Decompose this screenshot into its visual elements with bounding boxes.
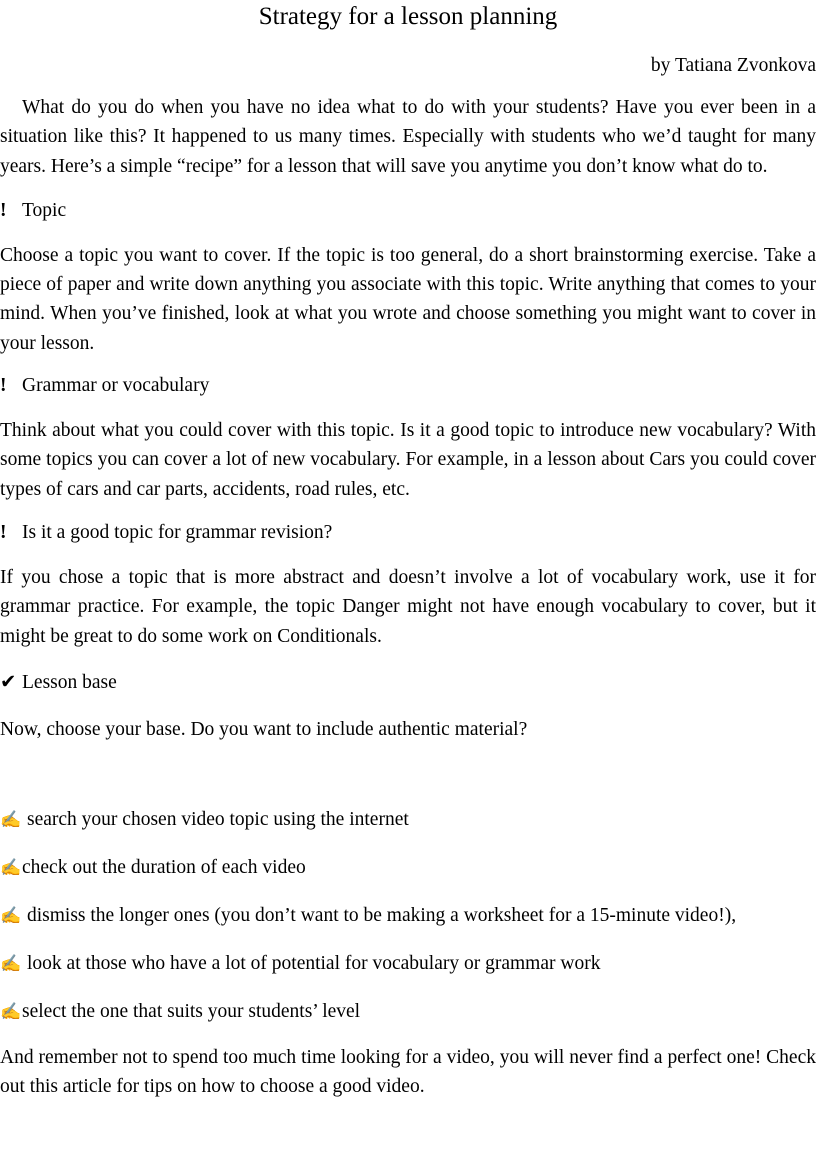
section-heading-label: Lesson base <box>22 671 117 693</box>
section-body-grammar-revision: If you chose a topic that is more abstract and doesn’t involve a lot of vocabulary work, use it for grammar practice. For example, the topic Danger might not have enough vocabulary to cover, but it might be great to do some work on Conditionals. <box>0 566 816 647</box>
section-body-grammar-vocabulary: Think about what you could cover with this topic. Is it a good topic to introduce new vocabulary? With some topics you can cover a lot of new vocabulary. For example, in a lesson about Cars you could cover types of cars and car parts, accidents, road rules, etc. <box>0 420 816 500</box>
writing-hand-icon: ✍ <box>0 1002 22 1022</box>
list-item <box>0 998 816 1026</box>
list-item <box>0 854 816 882</box>
writing-hand-icon: ✍ <box>0 810 22 830</box>
writing-hand-icon: ✍ <box>0 858 22 878</box>
list-item <box>0 902 816 930</box>
list-item-text: check out the duration of each video <box>22 857 306 879</box>
section-heading-label: Grammar or vocabulary <box>22 375 210 397</box>
exclamation-icon: ! <box>0 521 7 543</box>
section-heading-grammar-revision <box>0 519 816 547</box>
list-item <box>0 806 816 834</box>
exclamation-icon: ! <box>0 199 7 221</box>
list-item <box>0 950 816 978</box>
intro-paragraph: What do you do when you have no idea what to do with your students? Have you ever been in a situation like this? It happened to us many times. Especially with students who we’d taught for many years. Here’s a simple “recipe” for a lesson that will save you anytime you don’t know what do to. <box>0 97 816 177</box>
writing-hand-icon: ✍ <box>0 906 22 926</box>
section-heading-label: Topic <box>22 199 67 221</box>
list-item-text: look at those who have a lot of potential for vocabulary or grammar work <box>27 953 601 975</box>
list-item-text: select the one that suits your students’ level <box>22 1001 361 1023</box>
section-heading-lesson-base <box>0 669 816 697</box>
author-byline: by Tatiana Zvonkova <box>650 55 816 76</box>
checkmark-icon: ✔ <box>0 671 17 693</box>
exclamation-icon: ! <box>0 375 7 397</box>
list-item-text: dismiss the longer ones (you don’t want to be making a worksheet for a 15-minute video!), <box>27 905 737 927</box>
section-heading-grammar-vocabulary <box>0 372 816 400</box>
section-body-topic: Choose a topic you want to cover. If the topic is too general, do a short brainstorming exercise. Take a piece of paper and write down anything you associate with this topic. Write anything that comes to your mind. When you’ve finished, look at what you wrote and choose something you might want to cover in your lesson. <box>0 244 816 354</box>
list-item-text: search your chosen video topic using the internet <box>27 809 409 831</box>
document-title: Strategy for a lesson planning <box>258 3 558 30</box>
section-body-lesson-base: Now, choose your base. Do you want to include authentic material? <box>0 718 528 740</box>
closing-paragraph: And remember not to spend too much time looking for a video, you will never find a perfect one! Check out this article for tips on how to choose a good video. <box>0 1047 816 1098</box>
writing-hand-icon: ✍ <box>0 954 22 974</box>
section-heading-label: Is it a good topic for grammar revision? <box>22 521 333 543</box>
section-heading-topic <box>0 197 816 225</box>
steps-list <box>0 806 816 1026</box>
